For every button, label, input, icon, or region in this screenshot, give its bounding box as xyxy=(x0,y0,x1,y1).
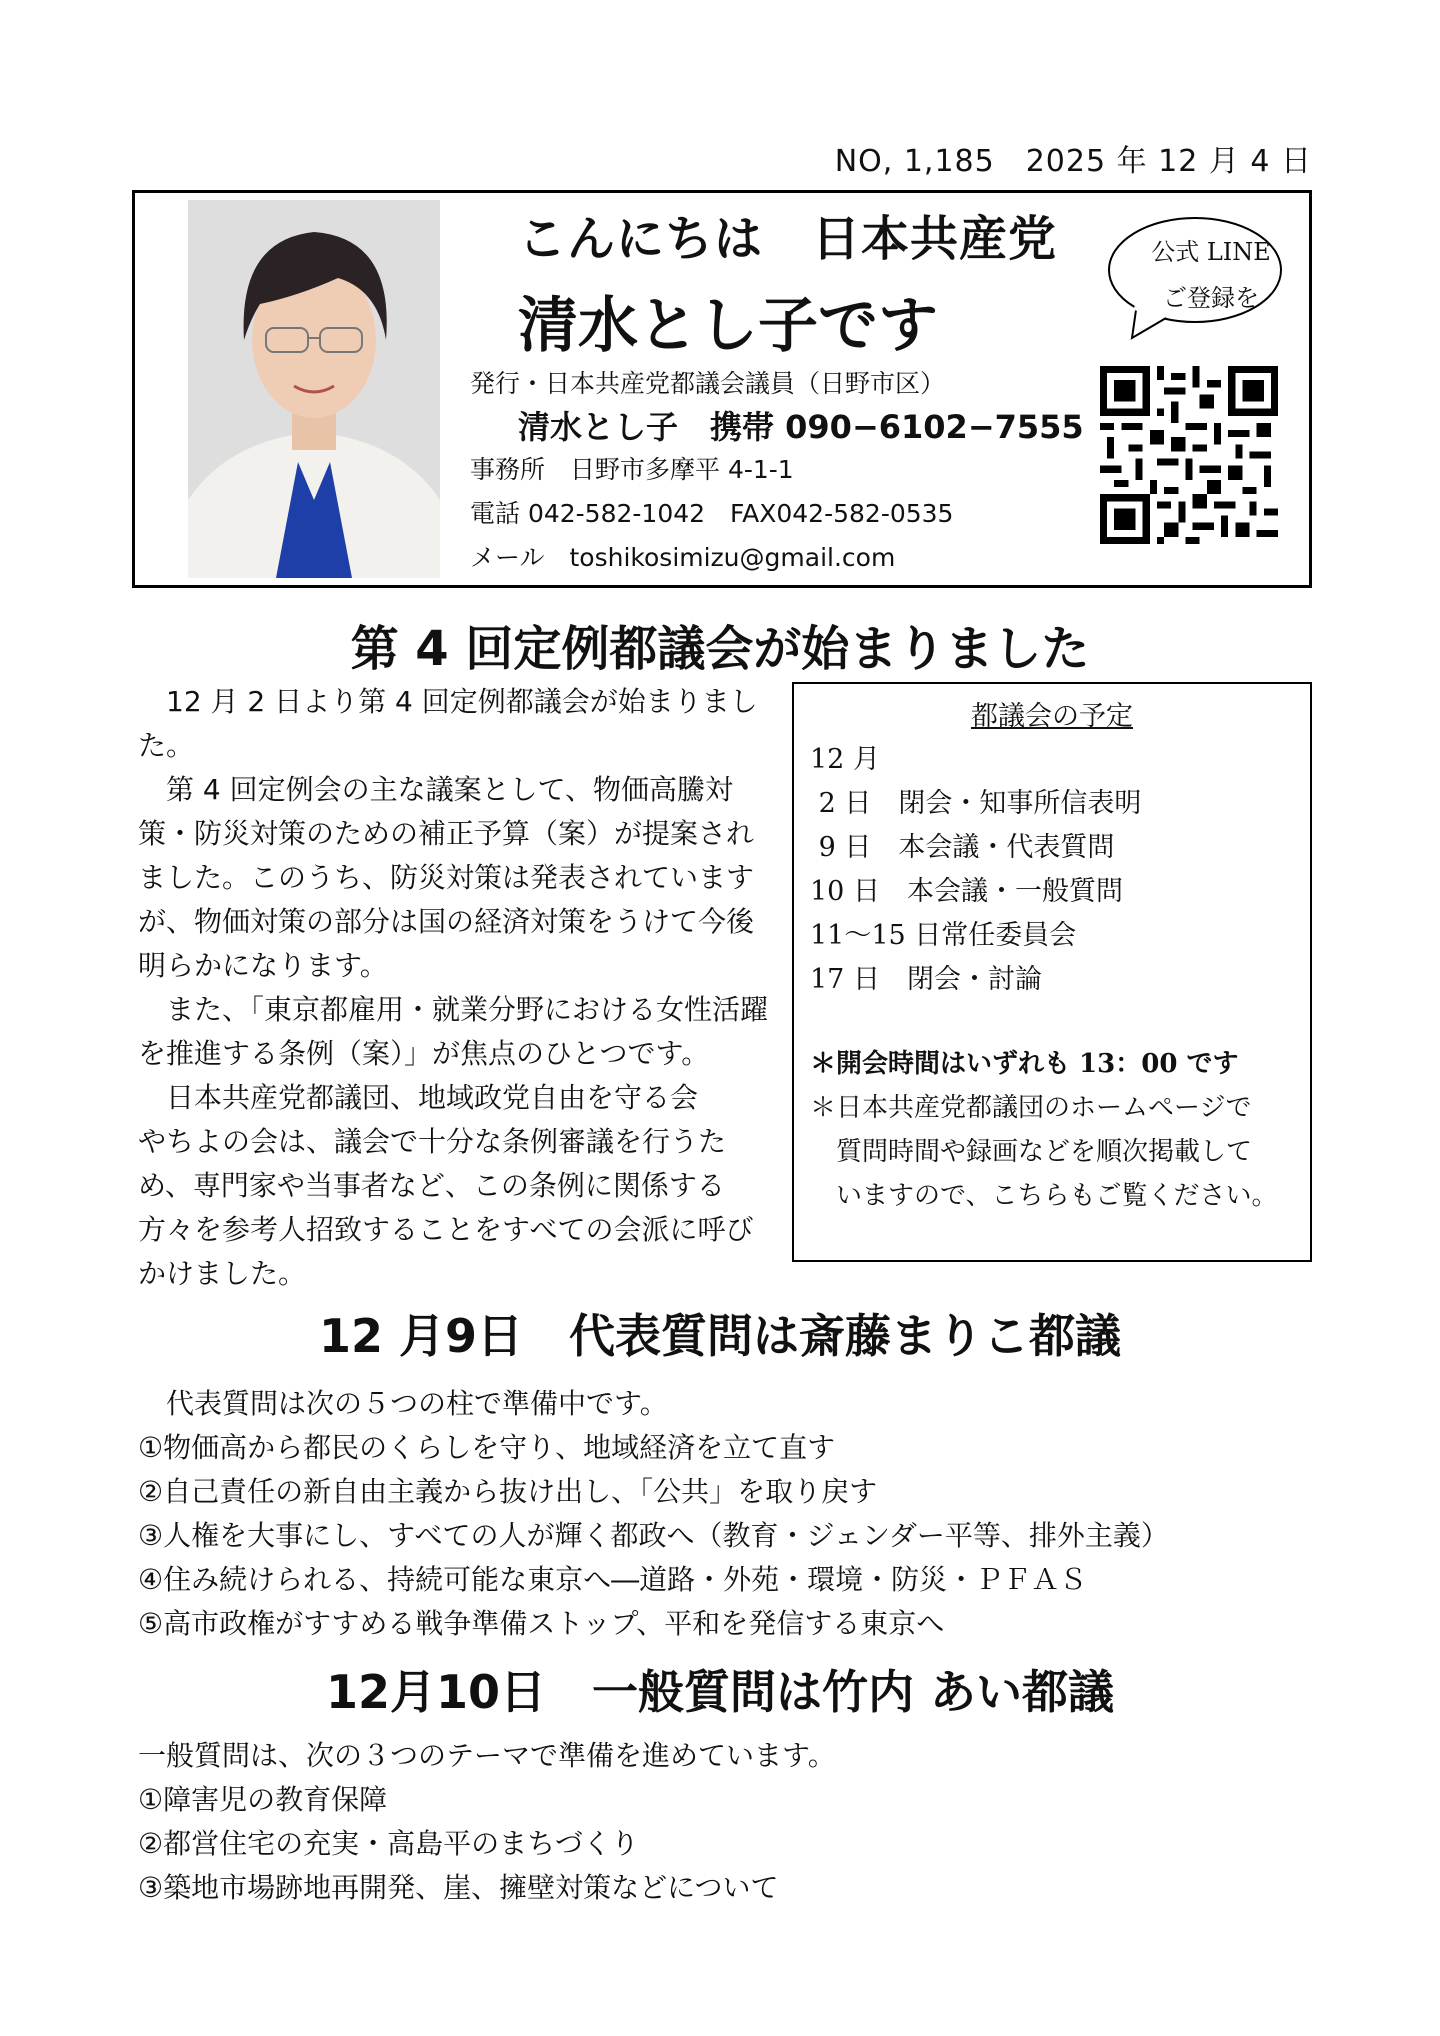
issue-number-date: NO, 1,185 2025 年 12 月 4 日 xyxy=(834,144,1312,179)
schedule-title: 都議会の予定 xyxy=(971,701,1133,732)
list-item: ①物価高から都民のくらしを守り、地域経済を立て直す xyxy=(138,1431,836,1464)
schedule-note-website-1: ＊日本共産党都議団のホームページで xyxy=(810,1093,1252,1123)
section2-intro: 代表質問は次の５つの柱で準備中です。 xyxy=(166,1387,668,1420)
line-qr-code[interactable] xyxy=(1100,366,1278,544)
list-item: ③築地市場跡地再開発、崖、擁壁対策などについて xyxy=(138,1871,779,1904)
line-bubble-text-1: 公式 LINE xyxy=(1151,238,1271,266)
list-item: ③人権を大事にし、すべての人が輝く都政へ（教育・ジェンダー平等、排外主義） xyxy=(138,1519,1169,1552)
schedule-note-website-3: いますので、こちらもご覧ください。 xyxy=(836,1181,1278,1211)
schedule-month: 12 月 xyxy=(810,744,880,775)
section-general-question-list xyxy=(138,1734,836,1910)
list-item: ⑤高市政権がすすめる戦争準備ストップ、平和を発信する東京へ xyxy=(138,1607,945,1640)
greeting-heading: こんにちは 日本共産党 xyxy=(518,211,1058,267)
schedule-item: 11～15 日常任委員会 xyxy=(810,920,1077,951)
office-address: 事務所 日野市多摩平 4-1-1 xyxy=(470,455,794,484)
section-representative-question-list xyxy=(138,1382,1169,1646)
line-bubble-text-2: ご登録を xyxy=(1163,284,1259,312)
list-item: ①障害児の教育保障 xyxy=(138,1783,388,1816)
name-heading: 清水とし子です xyxy=(518,291,938,361)
main-title: 第 4 回定例都議会が始まりました xyxy=(350,621,1090,677)
phone-fax-line: 電話 042-582-1042 FAX042-582-0535 xyxy=(470,499,954,528)
schedule-note-website-2: 質問時間や録画などを順次掲載して xyxy=(836,1137,1253,1167)
body-paragraph-1: 12 月 2 日より第 4 回定例都議会が始まりました。 xyxy=(138,685,758,762)
mobile-line: 清水とし子 携帯 090−6102−7555 xyxy=(518,408,1084,446)
body-paragraph-3: また、「東京都雇用・就業分野における女性活躍を推進する条例（案）」が焦点のひとつです。 xyxy=(138,993,769,1070)
email-line: メール toshikosimizu@gmail.com xyxy=(470,543,896,572)
portrait-photo xyxy=(188,200,440,578)
schedule-item: 17 日 閉会・討論 xyxy=(810,964,1042,995)
schedule-item: 10 日 本会議・一般質問 xyxy=(810,876,1123,907)
list-item: ②都営住宅の充実・高島平のまちづくり xyxy=(138,1827,639,1860)
schedule-item: 2 日 閉会・知事所信表明 xyxy=(810,788,1142,819)
publisher-line: 発行・日本共産党都議会議員（日野市区） xyxy=(470,369,946,398)
schedule-box xyxy=(792,682,1312,1262)
schedule-item: 9 日 本会議・代表質問 xyxy=(810,832,1115,863)
article-body xyxy=(138,680,778,1296)
body-paragraph-2: 第 4 回定例会の主な議案として、物価高騰対策・防災対策のための補正予算（案）が提案されました。このうち、防災対策は発表されていますが、物価対策の部分は国の経済対策をうけて今後明らかになります。 xyxy=(138,773,755,982)
section3-intro: 一般質問は、次の３つのテーマで準備を進めています。 xyxy=(138,1739,836,1772)
schedule-note-time: ＊開会時間はいずれも 13：00 です xyxy=(810,1049,1239,1079)
section-general-question-title: 12月10日 一般質問は竹内 あい都議 xyxy=(325,1665,1115,1719)
section-representative-question-title: 12 月9日 代表質問は斎藤まりこ都議 xyxy=(318,1309,1122,1363)
body-paragraph-5: やちよの会は、議会で十分な条例審議を行うため、専門家や当事者など、この条例に関係する方々を参考人招致することをすべての会派に呼びかけました。 xyxy=(138,1125,754,1290)
body-paragraph-4: 日本共産党都議団、地域政党自由を守る会 xyxy=(166,1081,699,1114)
list-item: ②自己責任の新自由主義から抜け出し、「公共」を取り戻す xyxy=(138,1475,878,1508)
list-item: ④住み続けられる、持続可能な東京へ―道路・外苑・環境・防災・ＰＦＡＳ xyxy=(138,1563,1088,1596)
